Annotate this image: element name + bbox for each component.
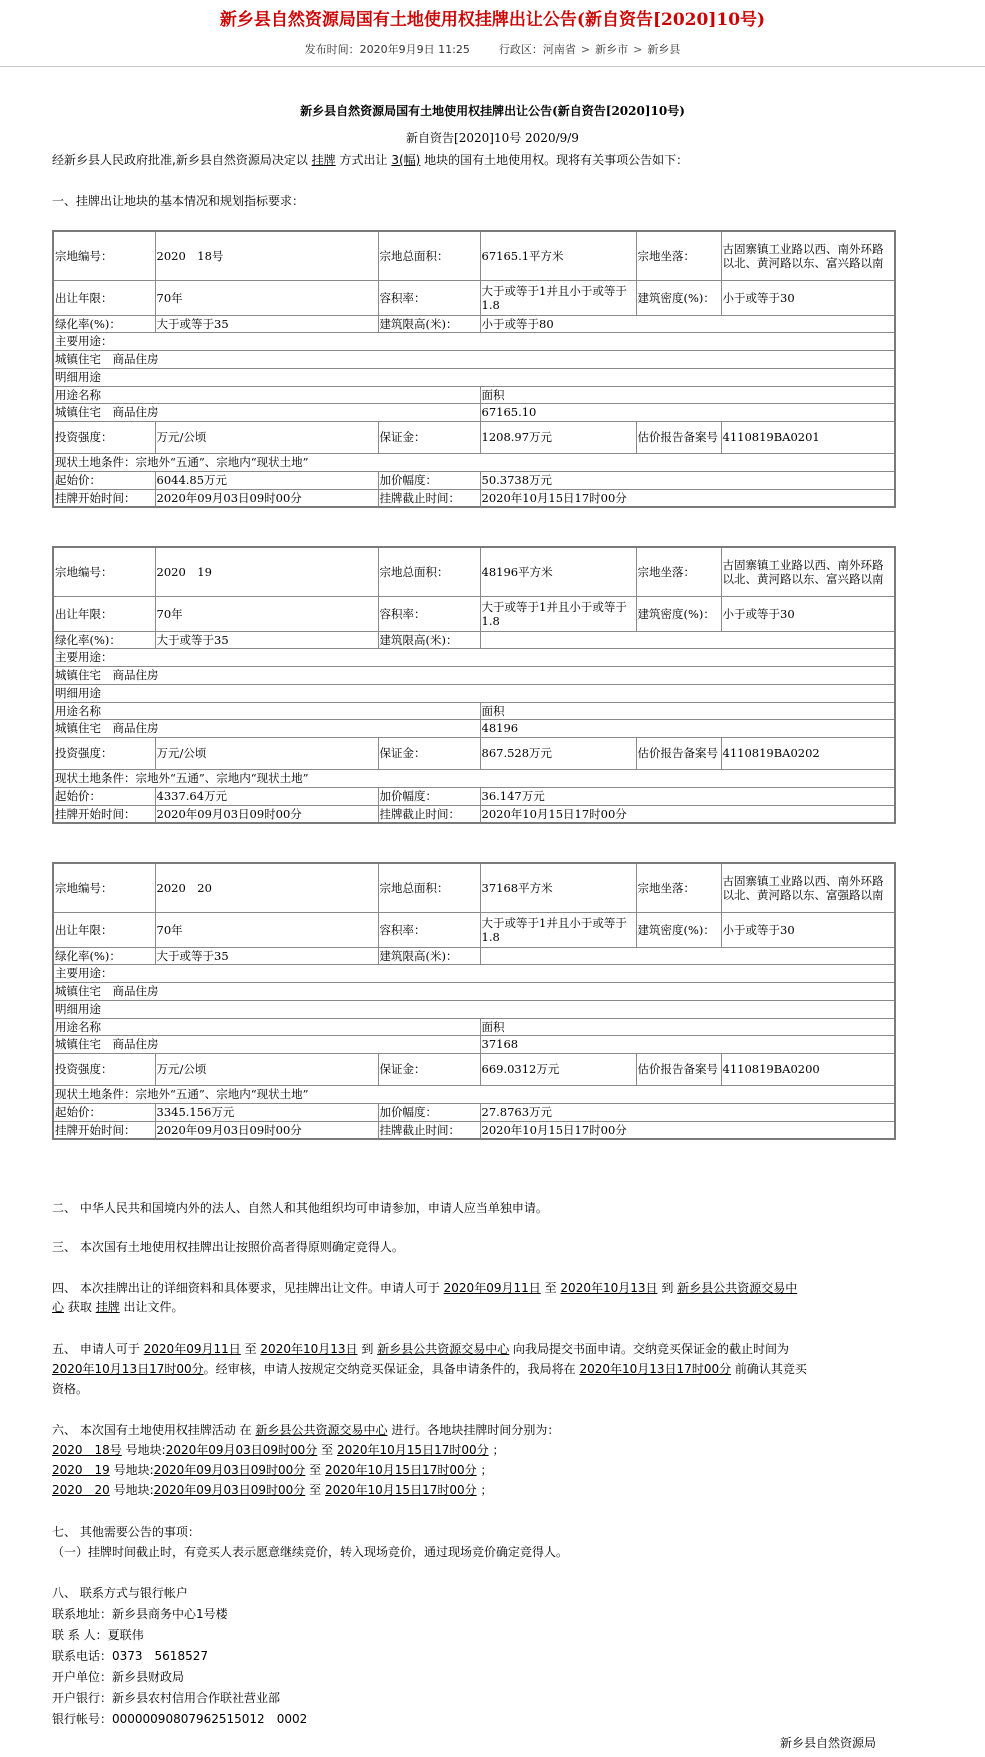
plot-current: 现状土地条件：宗地外“五通”、宗地内“现状土地”: [53, 769, 895, 787]
label-plot-no: 宗地编号：: [53, 231, 155, 280]
section-4-line2: 心 获取 挂牌 出让文件。: [52, 1300, 184, 1314]
section-1-heading: 一、挂牌出让地块的基本情况和规划指标要求：: [52, 194, 305, 208]
label-far: 容积率：: [378, 596, 480, 631]
label-height: 建筑限高(米)：: [378, 947, 480, 964]
plot-density: 小于或等于30: [721, 596, 895, 631]
label-plot-no: 宗地编号：: [53, 863, 155, 912]
label-main-use: 主要用途：: [53, 332, 895, 350]
notice-header: [0, 0, 985, 67]
plot-density: 小于或等于30: [721, 912, 895, 947]
plot-far: 大于或等于1并且小于或等于1.8: [480, 912, 636, 947]
breadcrumb-sep: >: [580, 43, 591, 56]
contact-person: 联 系 人：夏联伟: [52, 1628, 144, 1642]
label-increment: 加价幅度：: [378, 1103, 480, 1121]
label-start-price: 起始价：: [53, 471, 155, 489]
label-area-col: 面积: [480, 702, 895, 719]
plot-no: 2020 18号: [155, 231, 378, 280]
publish-meta: [0, 42, 985, 58]
doc-intro: 经新乡县人民政府批准,新乡县自然资源局决定以 挂牌 方式出让 3(幅) 地块的国有土地使用权。现将有关事项公告如下：: [52, 153, 689, 167]
label-detail-use: 明细用途: [53, 1000, 895, 1018]
plot-no: 2020 19: [155, 547, 378, 596]
plot-increment: 27.8763万元: [480, 1103, 895, 1121]
section-6: 六、 本次国有土地使用权挂牌活动 在 新乡县公共资源交易中心 进行。各地块挂牌时间分别为：: [52, 1423, 560, 1437]
label-area-col: 面积: [480, 386, 895, 403]
plot-start-price: 4337.64万元: [155, 787, 378, 805]
plot-use-detail: 城镇住宅 商品住房: [53, 403, 480, 421]
plot-green: 大于或等于35: [155, 631, 378, 648]
label-invest: 投资强度：: [53, 421, 155, 453]
plot-area: 48196平方米: [480, 547, 636, 596]
label-location: 宗地坐落：: [636, 547, 721, 596]
plot-location: 古固寨镇工业路以西、南外环路以北、黄河路以东、富兴路以南: [721, 547, 895, 596]
plot-increment: 36.147万元: [480, 787, 895, 805]
label-increment: 加价幅度：: [378, 787, 480, 805]
plot-term: 70年: [155, 912, 378, 947]
plot-use-area: 67165.10: [480, 403, 895, 421]
breadcrumb-sep: >: [633, 43, 643, 56]
account-unit: 开户单位：新乡县财政局: [52, 1670, 185, 1684]
plot-appraisal: 4110819BA0200: [721, 1053, 895, 1085]
section-5-line2: 2020年10月13日17时00分。经审核，申请人按规定交纳竞买保证金，具备申请条件的，我局将在 2020年10月13日17时00分 前确认其竞买: [52, 1362, 807, 1376]
label-term: 出让年限：: [53, 280, 155, 315]
label-detail-use: 明细用途: [53, 684, 895, 702]
plot-appraisal: 4110819BA0201: [721, 421, 895, 453]
label-far: 容积率：: [378, 280, 480, 315]
plot-table-1: [52, 230, 896, 508]
label-location: 宗地坐落：: [636, 863, 721, 912]
plot-table-3: [52, 862, 896, 1140]
plot-start-price: 6044.85万元: [155, 471, 378, 489]
schedule-row: 2020 19 号地块:2020年09月03日09时00分 至 2020年10月15日17时00分 ；: [52, 1463, 493, 1477]
label-term: 出让年限：: [53, 912, 155, 947]
plot-green: 大于或等于35: [155, 315, 378, 332]
label-end-time: 挂牌截止时间：: [378, 805, 480, 823]
plot-start-price: 3345.156万元: [155, 1103, 378, 1121]
plot-table-2: [52, 546, 896, 824]
plot-invest: 万元/公顷: [155, 421, 378, 453]
plot-density: 小于或等于30: [721, 280, 895, 315]
plot-area: 37168平方米: [480, 863, 636, 912]
label-use-name: 用途名称: [53, 1018, 480, 1035]
plot-location: 古固寨镇工业路以西、南外环路以北、黄河路以东、富强路以南: [721, 863, 895, 912]
doc-heading: 新乡县自然资源局国有土地使用权挂牌出让公告(新自资告[2020]10号): [300, 104, 685, 118]
label-height: 建筑限高(米)：: [378, 631, 480, 648]
label-far: 容积率：: [378, 912, 480, 947]
plot-start-time: 2020年09月03日09时00分: [155, 489, 378, 507]
label-invest: 投资强度：: [53, 1053, 155, 1085]
page-title: 新乡县自然资源局国有土地使用权挂牌出让公告(新自资告[2020]10号): [219, 10, 766, 30]
label-density: 建筑密度(%)：: [636, 912, 721, 947]
label-green: 绿化率(%)：: [53, 315, 155, 332]
plot-invest: 万元/公顷: [155, 737, 378, 769]
plot-main-use: 城镇住宅 商品住房: [53, 666, 895, 684]
plot-invest: 万元/公顷: [155, 1053, 378, 1085]
doc-subheading: 新自资告[2020]10号 2020/9/9: [406, 131, 579, 145]
label-use-name: 用途名称: [53, 386, 480, 403]
plot-use-area: 37168: [480, 1035, 895, 1053]
label-area: 宗地总面积：: [378, 231, 480, 280]
contact-phone: 联系电话：0373 5618527: [52, 1649, 208, 1663]
label-start-price: 起始价：: [53, 787, 155, 805]
publish-label: 发布时间：: [304, 43, 360, 56]
plot-deposit: 1208.97万元: [480, 421, 636, 453]
label-area-col: 面积: [480, 1018, 895, 1035]
signature: 新乡县自然资源局: [780, 1736, 877, 1750]
plot-use-detail: 城镇住宅 商品住房: [53, 1035, 480, 1053]
plot-appraisal: 4110819BA0202: [721, 737, 895, 769]
label-increment: 加价幅度：: [378, 471, 480, 489]
plot-start-time: 2020年09月03日09时00分: [155, 1121, 378, 1139]
plot-current: 现状土地条件：宗地外“五通”、宗地内“现状土地”: [53, 453, 895, 471]
account-number: 银行帐号：00000090807962515012 0002: [52, 1712, 308, 1726]
section-7-item-1: （一）挂牌时间截止时，有竞买人表示愿意继续竞价，转入现场竞价，通过现场竞价确定竞得人。: [52, 1545, 569, 1559]
breadcrumb-county[interactable]: 新乡县: [647, 43, 681, 56]
label-use-name: 用途名称: [53, 702, 480, 719]
label-start-price: 起始价：: [53, 1103, 155, 1121]
section-4-line1: 四、 本次挂牌出让的详细资料和具体要求，见挂牌出让文件。申请人可于 2020年09月11日 至 2020年10月13日 到 新乡县公共资源交易中: [52, 1281, 798, 1295]
plot-end-time: 2020年10月15日17时00分: [480, 805, 895, 823]
label-green: 绿化率(%)：: [53, 631, 155, 648]
plot-green: 大于或等于35: [155, 947, 378, 964]
plot-term: 70年: [155, 280, 378, 315]
section-7: 七、 其他需要公告的事项：: [52, 1525, 200, 1539]
section-3: 三、 本次国有土地使用权挂牌出让按照价高者得原则确定竞得人。: [52, 1240, 404, 1254]
trading-center-link[interactable]: 新乡县公共资源交易中: [677, 1281, 798, 1295]
plot-end-time: 2020年10月15日17时00分: [480, 1121, 895, 1139]
section-8: 八、 联系方式与银行帐户: [52, 1586, 188, 1600]
plot-main-use: 城镇住宅 商品住房: [53, 350, 895, 368]
label-appraisal: 估价报告备案号: [636, 737, 721, 769]
trading-center-link[interactable]: 新乡县公共资源交易中心: [377, 1342, 510, 1356]
plot-current: 现状土地条件：宗地外“五通”、宗地内“现状土地”: [53, 1085, 895, 1103]
label-term: 出让年限：: [53, 596, 155, 631]
label-detail-use: 明细用途: [53, 368, 895, 386]
label-location: 宗地坐落：: [636, 231, 721, 280]
label-end-time: 挂牌截止时间：: [378, 1121, 480, 1139]
trading-center-link[interactable]: 新乡县公共资源交易中心: [255, 1423, 388, 1437]
label-green: 绿化率(%)：: [53, 947, 155, 964]
label-deposit: 保证金：: [378, 421, 480, 453]
plot-height: [480, 631, 895, 648]
plot-increment: 50.3738万元: [480, 471, 895, 489]
plot-main-use: 城镇住宅 商品住房: [53, 982, 895, 1000]
plot-end-time: 2020年10月15日17时00分: [480, 489, 895, 507]
plot-term: 70年: [155, 596, 378, 631]
plot-location: 古固寨镇工业路以西、南外环路以北、黄河路以东、富兴路以南: [721, 231, 895, 280]
label-height: 建筑限高(米)：: [378, 315, 480, 332]
plot-height: [480, 947, 895, 964]
region-label: 行政区：: [498, 43, 543, 56]
label-main-use: 主要用途：: [53, 648, 895, 666]
label-area: 宗地总面积：: [378, 547, 480, 596]
label-start-time: 挂牌开始时间：: [53, 805, 155, 823]
label-appraisal: 估价报告备案号: [636, 421, 721, 453]
contact-address: 联系地址：新乡县商务中心1号楼: [52, 1607, 228, 1621]
section-5-line3: 资格。: [52, 1382, 89, 1396]
label-start-time: 挂牌开始时间：: [53, 489, 155, 507]
label-invest: 投资强度：: [53, 737, 155, 769]
plot-area: 67165.1平方米: [480, 231, 636, 280]
section-2: 二、 中华人民共和国境内外的法人、自然人和其他组织均可申请参加，申请人应当单独申请。: [52, 1201, 548, 1215]
plot-use-area: 48196: [480, 719, 895, 737]
publish-time: 2020年9月9日 11:25: [359, 43, 470, 56]
breadcrumb-city[interactable]: 新乡市: [595, 43, 629, 56]
plot-deposit: 669.0312万元: [480, 1053, 636, 1085]
plot-start-time: 2020年09月03日09时00分: [155, 805, 378, 823]
label-deposit: 保证金：: [378, 737, 480, 769]
label-plot-no: 宗地编号：: [53, 547, 155, 596]
label-end-time: 挂牌截止时间：: [378, 489, 480, 507]
plot-no: 2020 20: [155, 863, 378, 912]
label-main-use: 主要用途：: [53, 964, 895, 982]
plot-deposit: 867.528万元: [480, 737, 636, 769]
label-deposit: 保证金：: [378, 1053, 480, 1085]
plot-height: 小于或等于80: [480, 315, 895, 332]
plot-far: 大于或等于1并且小于或等于1.8: [480, 596, 636, 631]
label-density: 建筑密度(%)：: [636, 596, 721, 631]
label-start-time: 挂牌开始时间：: [53, 1121, 155, 1139]
section-5-line1: 五、 申请人可于 2020年09月11日 至 2020年10月13日 到 新乡县公共资源交易中心 向我局提交书面申请。交纳竞买保证金的截止时间为: [52, 1342, 790, 1356]
breadcrumb-province[interactable]: 河南省: [542, 43, 576, 56]
schedule-row: 2020 18号 号地块:2020年09月03日09时00分 至 2020年10月15日17时00分 ；: [52, 1443, 505, 1457]
label-density: 建筑密度(%)：: [636, 280, 721, 315]
schedule-row: 2020 20 号地块:2020年09月03日09时00分 至 2020年10月15日17时00分 ；: [52, 1483, 493, 1497]
label-appraisal: 估价报告备案号: [636, 1053, 721, 1085]
plot-use-detail: 城镇住宅 商品住房: [53, 719, 480, 737]
label-area: 宗地总面积：: [378, 863, 480, 912]
plot-far: 大于或等于1并且小于或等于1.8: [480, 280, 636, 315]
account-bank: 开户银行：新乡县农村信用合作联社营业部: [52, 1691, 281, 1705]
